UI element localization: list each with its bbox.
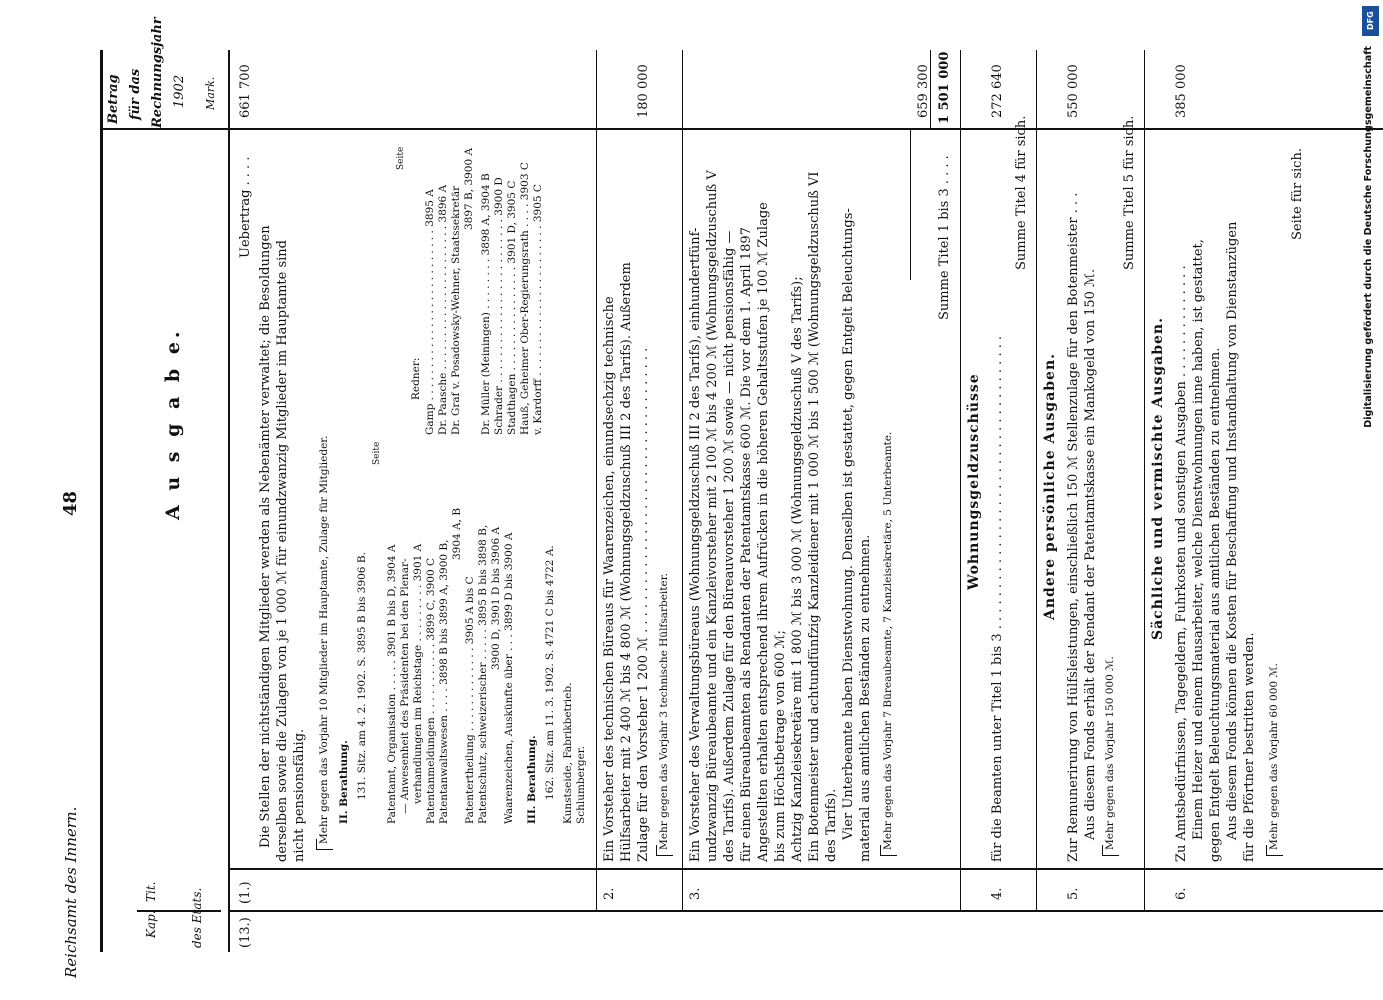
e1-line-1: Uebertrag . . . . — [238, 156, 253, 258]
col-kap-divider — [228, 910, 1383, 912]
e3-line-7: Achtzig Kanzleisekretäre mit 1 800 ℳ bis 3 000 ℳ (Wohnungsgeldzuschuß V des Tarifs); — [790, 276, 805, 862]
header-rule — [228, 50, 230, 952]
e6-line-1: Zu Amtsbedürfnissen, Tagegeldern, Fuhrkosten und sonstigen Ausgaben . . . . . . . . . . . . . . — [1174, 265, 1189, 862]
page-number: 48 — [60, 490, 81, 516]
e1-mehr: Mehr gegen das Vorjahr 10 Mitglieder im Hauptamte, Zulage für Mitglieder. — [318, 435, 330, 844]
e2-line-1: Ein Vorsteher des technischen Büreaus für Waarenzeichen, einundsechzig technische — [602, 296, 617, 862]
col-tit-divider — [228, 868, 1383, 870]
e1-topic3-0: Kunstseide, Fabrikbetrieb. — [562, 682, 574, 824]
e5-summe: Summe Titel 5 für sich. — [1122, 115, 1137, 270]
amount-e2: 180 000 — [636, 64, 651, 118]
amount-divider-header — [100, 128, 230, 130]
e1-topic2-2: verhandlungen im Reichstage . . . . . . . . . 3901 A — [412, 543, 424, 804]
digitization-note: Digitalisierung gefördert durch die Deutsche Forschungsgemeinschaft — [1363, 46, 1374, 428]
e3-line-11: material aus amtlichen Beständen zu entnehmen. — [858, 534, 873, 862]
tit-6: 6. — [1174, 887, 1189, 900]
tit-heading: Tit. — [144, 881, 158, 902]
e3-line-1: Ein Vorsteher des Verwaltungsbüreaus (Wohnungsgeldzuschuß III 2 des Tarifs), einhundertfünf- — [688, 227, 703, 862]
e1-seite-label-a: Seite — [372, 441, 382, 465]
e6-summe: Seite für sich. — [1290, 148, 1305, 240]
e1-sitzung3: 162. Sitz. am 11. 3. 1902. S. 4721 C bis 4722 A. — [544, 545, 556, 800]
dfg-logo: DFG — [1362, 6, 1379, 36]
e6-line-3: gegen Entgelt Beleuchtungsmaterial aus amtlichen Beständen zu entnehmen. — [1208, 347, 1223, 862]
des-etats-heading: des Etats. — [190, 887, 204, 948]
e3-line-6: bis zum Höchstbetrage von 600 ℳ; — [773, 630, 788, 862]
tit-1: (1.) — [238, 881, 253, 904]
kap-13: (13.) — [238, 917, 253, 948]
e6-heading: Sächliche und vermischte Ausgaben. — [1150, 317, 1166, 640]
main-title: A u s g a b e. — [162, 327, 184, 520]
e1-topic2-7: Patentschutz, schweizerischer . . . . . 3895 B bis 3898 B, — [477, 524, 489, 824]
e1-topic2-8: 3900 D, 3901 D bis 3906 A — [490, 526, 502, 670]
e3-line-2: undzwanzig Büreaubeamte und ein Kanzleivorsteher mit 2 100 ℳ bis 4 200 ℳ (Wohnungsgeldzuschuß V — [705, 170, 720, 862]
e3-summe-rule — [910, 130, 911, 280]
e6-line-2: Einem Heizer und einem Hausarbeiter, welche Dienstwohnungen inne haben, ist gestattet, — [1191, 239, 1206, 840]
amount-heading-2: für das — [128, 68, 143, 120]
e2-line-3: Zulage für den Vorsteher 1 200 ℳ . . . . . . . . . . . . . . . . . . . . . . . . . . . . . . . . . . . — [636, 347, 651, 862]
e2-line-2: Hülfsarbeiter mit 2 400 ℳ bis 4 800 ℳ (Wohnungsgeldzuschuß III 2 des Tarifs). Außerdem — [619, 262, 634, 862]
tit-4: 4. — [990, 887, 1005, 900]
amount-e5: 550 000 — [1066, 64, 1081, 118]
e3-line-4: für einen Büreaubeamten als Rendanten der Patentamtskasse 600 ℳ. Die vor dem 1. April 1897 — [739, 227, 754, 862]
e6-line-5: für die Pförtner bestritten werden. — [1242, 632, 1257, 862]
e4-summe: Summe Titel 4 für sich. — [1014, 115, 1029, 270]
e1-topic2-4: Patentanwaltswesen . . . . 3898 B bis 3899 A, 3900 B, — [438, 539, 450, 824]
e1-line-4: nicht pensionsfähig. — [292, 728, 307, 862]
e3-line-9: des Tarifs). — [824, 788, 839, 862]
e5-line-1: Zur Remunerirung von Hülfsleistungen, einschließlich 150 ℳ Stellenzulage für den Botenmeister . . . — [1066, 192, 1081, 862]
e1-line-2: Die Stellen der nichtständigen Mitglieder werden als Nebenämter verwaltet; die Besoldungen — [258, 225, 273, 848]
e1-topic2-1: — Anwesenheit des Präsidenten bei den Plenar- — [399, 558, 411, 814]
digitization-strip — [1361, 6, 1381, 1000]
e1-redner-6: Stadthagen . . . . . . . . . . . . . . . . 3901 D, 3905 C — [506, 180, 518, 435]
e4-heading: Wohnungsgeldzuschüsse — [966, 373, 982, 590]
e6-line-4: Aus diesem Fonds können die Kosten für Beschaffung und Instandhaltung von Dienstanzügen — [1225, 221, 1240, 840]
e1-topic2-3: Patentanmeldungen . . . . . . . . . . . 3899 C, 3900 C — [425, 557, 437, 824]
e1-redner-5: Schrader . . . . . . . . . . . . . . . . . . . . . . . . . 3900 D — [493, 177, 505, 435]
e1-topic2-5: 3904 A, B — [451, 507, 463, 560]
amount-heading-3: Rechnungsjahr — [150, 17, 165, 128]
amount-e3: 659 300 — [916, 64, 931, 118]
e3-mehr: Mehr gegen das Vorjahr 7 Büreaubeamte, 7 Kanzleisekretäre, 5 Unterbeamte. — [882, 431, 894, 850]
e3-line-10: Vier Unterbeamte haben Dienstwohnung. Denselben ist gestattet, gegen Entgelt Beleuchtungs- — [841, 208, 856, 840]
top-rule — [100, 50, 103, 952]
e1-redner-7: Hauß, Geheimer Ober-Regierungsrath . . . . 3903 C — [519, 162, 531, 435]
e1-sitzung2: 131. Sitz. am 4. 2. 1902. S. 3895 B bis 3906 B. — [356, 552, 368, 800]
e1-redner-4: Dr. Müller (Meiningen) . . . . . . . . 3898 A, 3904 B — [480, 173, 492, 435]
e5-heading: Andere persönliche Ausgaben. — [1042, 352, 1058, 620]
e5-mehr: Mehr gegen das Vorjahr 150 000 ℳ. — [1104, 656, 1116, 850]
e3-line-3: des Tarifs). Außerdem Zulage für den Büreauvorsteher 1 200 ℳ sowie — nicht pensionsfähig — — [722, 230, 737, 862]
e1-topic2-6: Patentertheilung . . . . . . . . . . . . . 3905 A bis C — [464, 576, 476, 824]
running-head: Reichsamt des Innern. — [62, 806, 80, 978]
e1-topic2-9: Waarenzeichen, Auskünfte über . . . 3899 D bis 3900 A — [503, 532, 515, 824]
e1-topic2-0: Patentamt, Organisation . . . . . 3901 B bis D, 3904 A — [386, 544, 398, 824]
amount-heading-1: Betrag — [106, 74, 121, 124]
e6-mehr: Mehr gegen das Vorjahr 60 000 ℳ. — [1268, 662, 1280, 850]
e6-rule — [1144, 50, 1145, 912]
e3-summe: Summe Titel 1 bis 3 . . . . — [937, 155, 952, 320]
e5-rule — [1036, 50, 1037, 912]
e1-redner-3: 3897 B, 3900 A — [463, 147, 475, 230]
tit-3: 3. — [688, 887, 703, 900]
e4-rule — [960, 50, 961, 912]
amount-heading-4: 1902 — [172, 74, 187, 108]
e1-redner-1: Dr. Paasche . . . . . . . . . . . . . . . . . . . . . . 3896 A — [437, 184, 449, 435]
e1-redner-label: Redner: — [410, 357, 422, 400]
e3-line-8: Ein Botenmeister und achtundfünfzig Kanzleidiener mit 1 000 ℳ bis 1 500 ℳ (Wohnungsgeldzuschuß VI — [807, 171, 822, 862]
tit-2: 2. — [602, 887, 617, 900]
amount-e4: 272 640 — [990, 64, 1005, 118]
e2-rule — [596, 50, 597, 912]
e1-seite-label-b: Seite — [396, 146, 406, 170]
e1-beratung2-title: II. Berathung. — [338, 740, 350, 824]
amount-e1: 661 700 — [238, 64, 253, 118]
e1-topic3-1: Schlumberger. — [575, 745, 587, 824]
col-amount-divider — [228, 128, 1383, 130]
e1-redner-0: Gamp . . . . . . . . . . . . . . . . . . . . . . . . . . 3895 A — [424, 189, 436, 435]
e2-mehr: Mehr gegen das Vorjahr 3 technische Hülfsarbeiter. — [658, 573, 670, 850]
tit-5: 5. — [1066, 887, 1081, 900]
e4-line: für die Beamten unter Titel 1 bis 3 . . . . . . . . . . . . . . . . . . . . . . . . . . . . . . . . . . . . — [990, 335, 1005, 862]
e3-summe-amount: 1 501 000 — [937, 51, 952, 124]
e5-line-2: Aus diesem Fonds erhält der Rendant der Patentamtskasse ein Mankogeld von 150 ℳ. — [1083, 268, 1098, 840]
amount-e6: 385 000 — [1174, 64, 1189, 118]
e1-redner-2: Dr. Graf v. Posadowsky-Wehner, Staatssekretär — [450, 185, 462, 435]
e1-redner-8: v. Kardorff . . . . . . . . . . . . . . . . . . . . . . . 3905 C — [532, 184, 544, 435]
e3-line-5: Angestellten erhalten entsprechend ihrem Aufrücken in die höheren Gehaltsstufen je 100 ℳ Zulage — [756, 202, 771, 862]
kap-heading: Kap. — [144, 910, 158, 938]
e1-line-3: derselben sowie die Zulagen von je 1 000 ℳ für einundzwanzig Mitglieder im Hauptamte sind — [275, 240, 290, 862]
e3-rule — [682, 50, 683, 912]
amount-unit: Mark. — [204, 76, 217, 110]
e1-beratung3-title: III. Berathung. — [526, 735, 538, 824]
